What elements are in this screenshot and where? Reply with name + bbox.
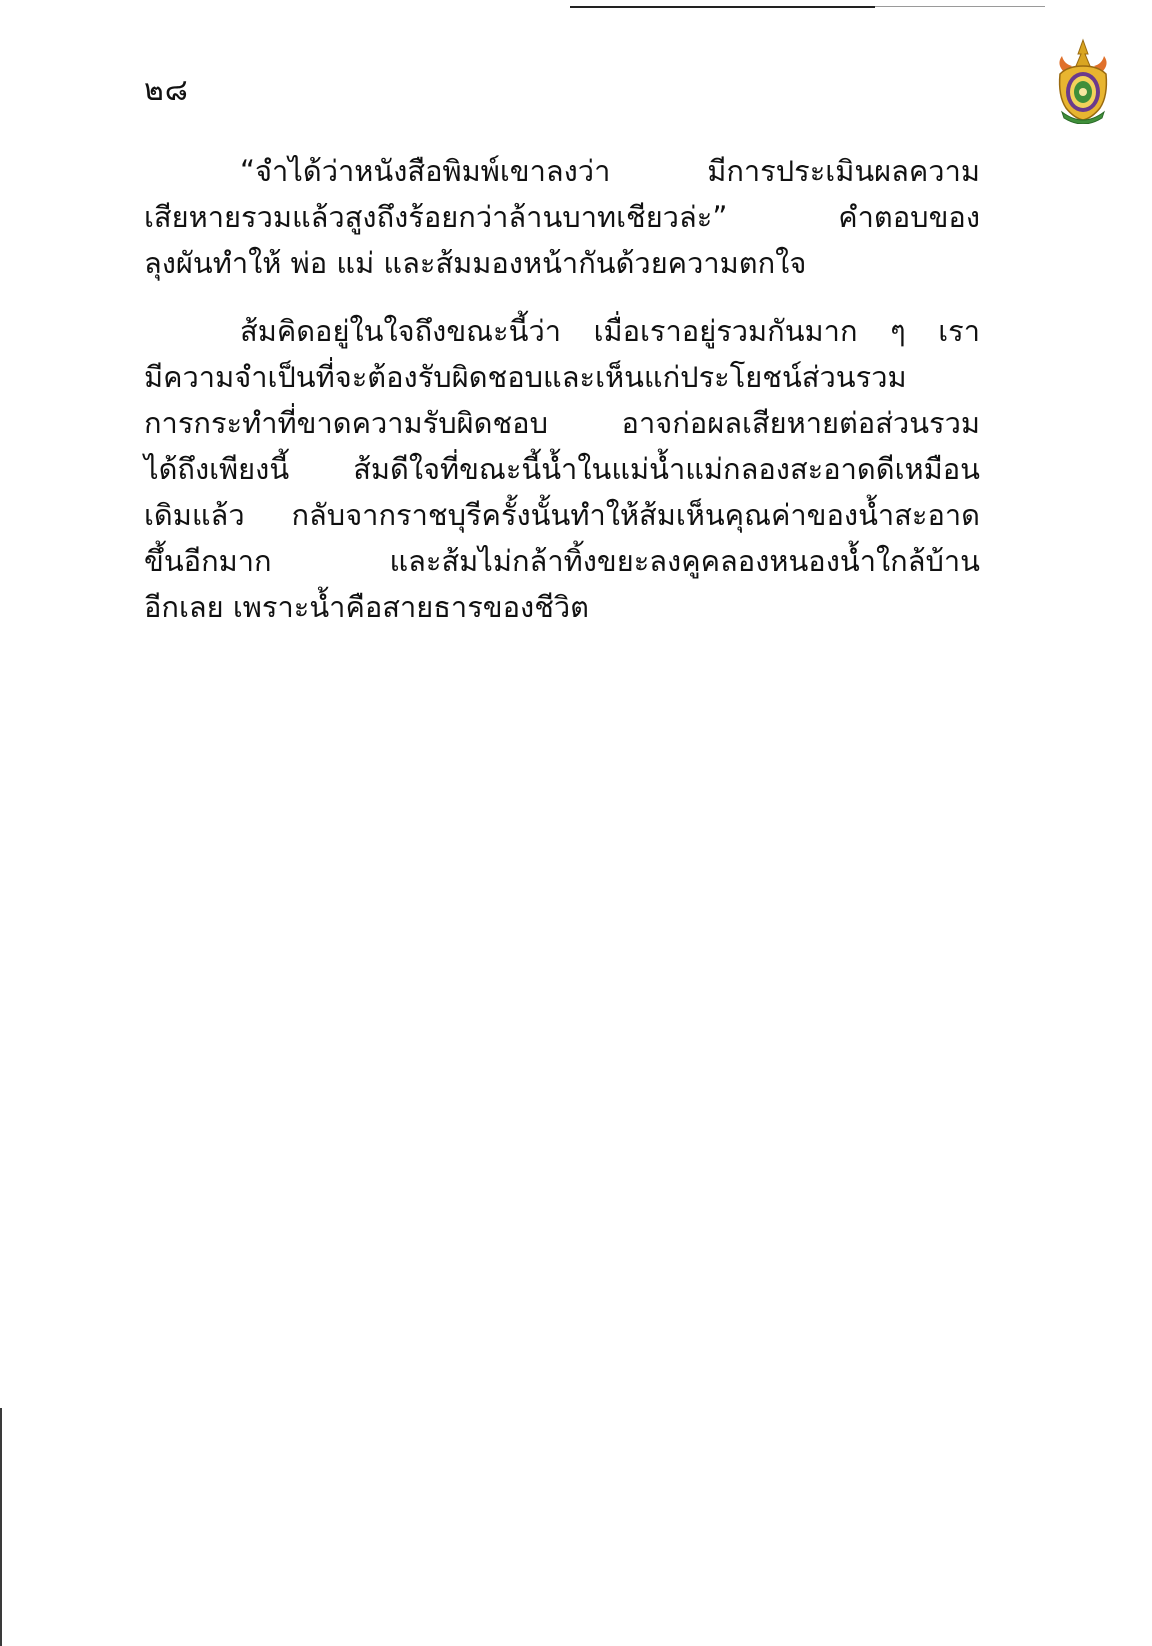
top-scan-rule <box>570 6 875 8</box>
text-line: เสียหายรวมแล้วสูงถึงร้อยกว่าล้านบาทเชียวล่ะ” คำตอบของ <box>144 200 980 234</box>
text-line: มีความจำเป็นที่จะต้องรับผิดชอบและเห็นแก่ประโยชน์ส่วนรวม <box>144 360 907 394</box>
text-line: อีกเลย เพราะน้ำคือสายธารของชีวิต <box>144 590 589 624</box>
text-line: “จำได้ว่าหนังสือพิมพ์เขาลงว่า มีการประเมินผลความ <box>240 154 980 188</box>
school-emblem-icon <box>1052 38 1114 124</box>
scan-left-edge <box>0 1408 2 1646</box>
text-line: ส้มคิดอยู่ในใจถึงขณะนี้ว่า เมื่อเราอยู่รวมกันมาก ๆ เรา <box>240 314 980 348</box>
text-line: การกระทำที่ขาดความรับผิดชอบ อาจก่อผลเสียหายต่อส่วนรวม <box>144 406 980 440</box>
top-scan-rule-thin <box>875 6 1045 7</box>
story-text <box>144 148 980 630</box>
paragraph-quote <box>144 148 980 286</box>
page-number: ๒๘ <box>144 73 189 108</box>
text-line: เดิมแล้ว กลับจากราชบุรีครั้งนั้นทำให้ส้มเห็นคุณค่าของน้ำสะอาด <box>144 498 980 532</box>
text-line: ลุงผันทำให้ พ่อ แม่ และส้มมองหน้ากันด้วยความตกใจ <box>144 246 807 280</box>
text-line: ขึ้นอีกมาก และส้มไม่กล้าทิ้งขยะลงคูคลองหนองน้ำใกล้บ้าน <box>144 544 980 578</box>
text-line: ได้ถึงเพียงนี้ ส้มดีใจที่ขณะนี้น้ำในแม่น้ำแม่กลองสะอาดดีเหมือน <box>144 452 980 486</box>
paragraph-reflection <box>144 308 980 630</box>
